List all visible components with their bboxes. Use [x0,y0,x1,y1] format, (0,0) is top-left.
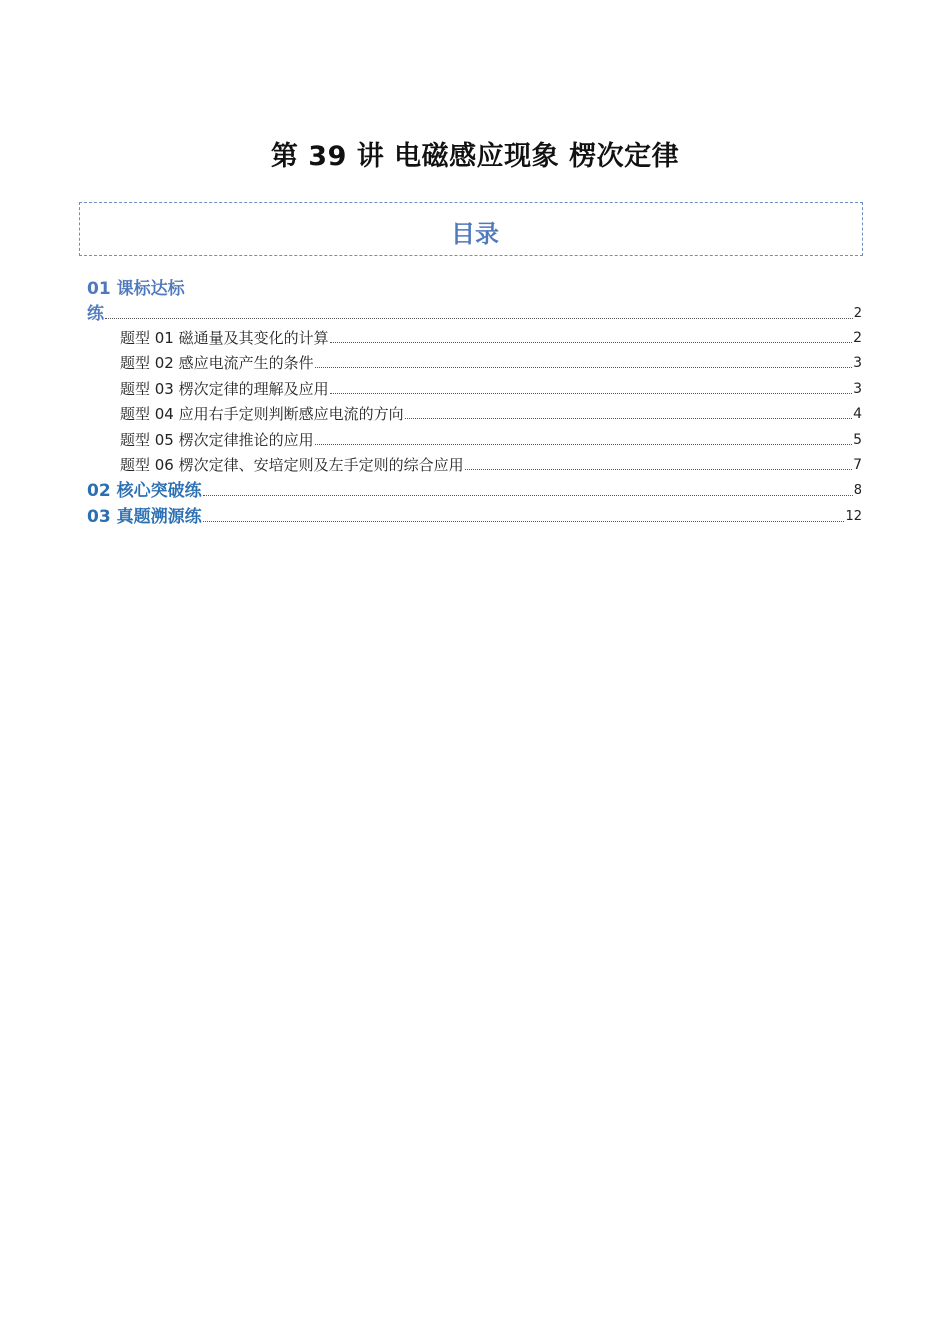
dot-leader [315,444,852,445]
toc-section-01-label-line2: 练 [87,304,104,324]
dot-leader [465,469,852,470]
toc-page-number: 2 [853,306,862,321]
toc-page-number: 3 [853,355,862,371]
toc-section-label: 02 核心突破练 [87,481,202,501]
toc-page-number: 12 [845,509,862,524]
dot-leader [315,367,852,368]
toc-subsection-06[interactable] [120,454,862,476]
toc-page-number: 5 [853,432,862,448]
dot-leader [105,318,853,319]
toc-section-label: 03 真题溯源练 [87,507,202,527]
toc-subsection-label: 题型 05 楞次定律推论的应用 [120,431,314,449]
toc-subsection-label: 题型 06 楞次定律、安培定则及左手定则的综合应用 [120,456,464,474]
toc-page-number: 2 [853,330,862,346]
page-title: 第 39 讲 电磁感应现象 楞次定律 [270,141,680,172]
toc-page-number: 7 [853,457,862,473]
toc-section-01-label-line1[interactable]: 01 课标达标 [87,279,185,299]
toc-subsection-label: 题型 03 楞次定律的理解及应用 [120,380,329,398]
toc-subsection-04[interactable] [120,403,862,425]
dot-leader [330,393,852,394]
toc-section-01[interactable] [87,303,862,325]
toc-subsection-05[interactable] [120,429,862,451]
toc-subsection-label: 题型 01 磁通量及其变化的计算 [120,329,329,347]
toc-subsection-label: 题型 04 应用右手定则判断感应电流的方向 [120,405,404,423]
toc-page-number: 4 [853,406,862,422]
toc-page-number: 8 [853,483,862,498]
toc-subsection-01[interactable] [120,327,862,349]
toc-section-03[interactable] [87,506,862,528]
toc-subsection-03[interactable] [120,378,862,400]
toc-page-number: 3 [853,381,862,397]
toc-section-02[interactable] [87,480,862,502]
dot-leader [203,495,853,496]
toc-subsection-label: 题型 02 感应电流产生的条件 [120,354,314,372]
toc-heading: 目录 [451,220,499,248]
dot-leader [405,418,852,419]
dot-leader [203,521,845,522]
dot-leader [330,342,852,343]
toc-subsection-02[interactable] [120,352,862,374]
